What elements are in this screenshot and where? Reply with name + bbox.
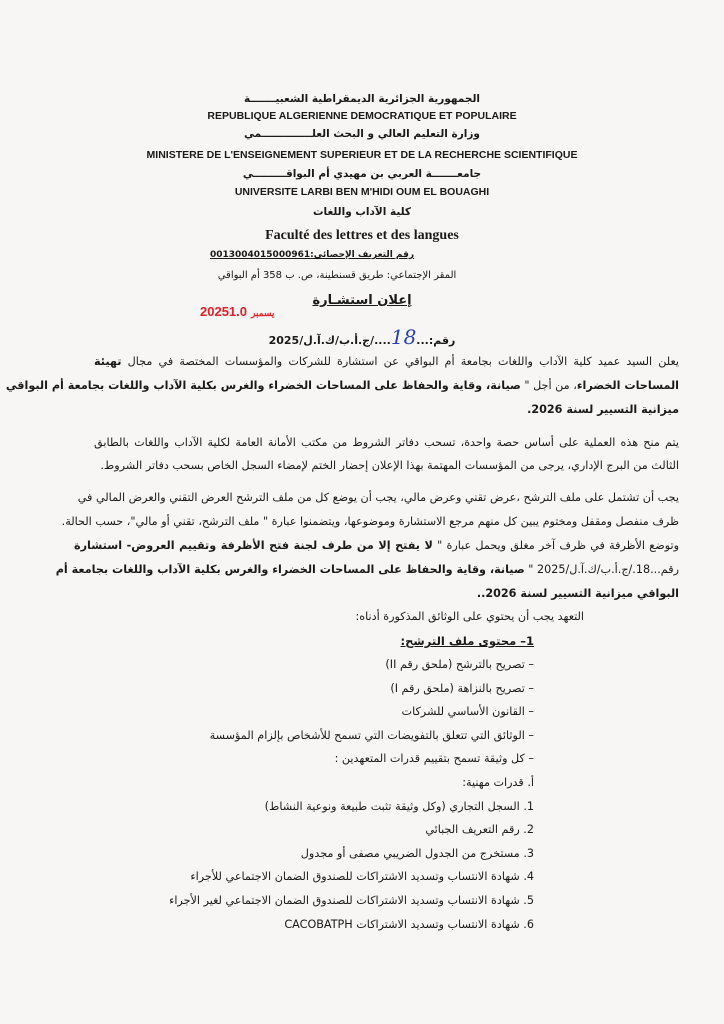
date-stamp [200,304,278,319]
bold-text: المساحات الخضراء [576,379,679,392]
numbered-item: 6. شهادة الانتساب وتسديد الاشتراكات CACOBATPH [284,917,534,931]
ministry-name-french: MINISTERE DE L'ENSEIGNEMENT SUPERIEUR ET DE LA RECHERCHE SCIENTIFIQUE [146,149,578,161]
bold-text: تهيئة [94,355,122,368]
ministry-name-arabic: وزارة التعليم العالي و البحث العلــــــــــــــمي [244,128,480,140]
list-item: – القانون الأساسي للشركات [401,705,534,719]
list-item: – الوثائق التي تتعلق بالتفويضات التي تسمح للأشخاص بإلزام المؤسسة [209,728,534,742]
address: المقر الإجتماعي: طريق قسنطينة، ص. ب 358 أم البواقي [217,270,457,281]
text: رقم...18./ج.أ.ب/ك.آ.ل/2025 " [524,563,679,576]
bold-text: ميزانية التسيير لسنة 2026. [527,403,679,416]
numbered-item: 5. شهادة الانتساب وتسديد الاشتراكات للصندوق الضمان الاجتماعي لغير الأجراء [169,894,534,907]
faculty-name-arabic: كلية الآداب واللغات [312,206,412,218]
paragraph-line [74,459,679,472]
commitment-text: التعهد يجب أن يحتوي على الوثائق المذكورة أدناه: [355,610,584,623]
statistical-id: رقم التعريف الإحصائي:0013004015000961 [209,250,415,260]
paragraph-line [5,379,679,392]
reference-prefix: رقم:... [416,334,456,347]
stamp-day: 1.0 [228,304,247,319]
reference-number [0,325,724,349]
paragraph-line [74,539,679,552]
numbered-item: 2. رقم التعريف الجبائي [425,823,534,837]
text: ، من أجل " [520,379,577,392]
text: الثالث من البرج الإداري، يرجى من المؤسسات المهتمة بهذا الإعلان إحضار الختم لإمضاء السجل الخاص بسحب دفاتر الشروط. [100,459,679,472]
bold-text: صيانة، وقاية والحفاظ على المساحات الخضراء والغرس بكلية الآداب واللغات بجامعة أم [55,563,525,576]
numbered-item: 1. السجل التجاري (وكل وثيقة تثبت طبيعة ونوعية النشاط) [264,799,534,813]
university-name-arabic: جامعـــــــة العربي بن مهيدي أم البواقـــــــــي [242,168,482,180]
paragraph-line [55,563,679,576]
bold-text: صيانة، وقاية والحفاظ على المساحات الخضراء والغرس بكلية الآداب واللغات بجامعة أم البواقي [5,379,521,392]
faculty-name-french: Faculté des lettres et des langues [265,228,459,243]
paragraph-line [74,403,679,416]
numbered-item: 3. مستخرج من الجدول الضريبي مصفى أو مجدول [300,846,534,860]
reference-suffix: ..../ج.أ.ب/ك.آ.ل/2025 [268,334,391,347]
stamp-month: يسمبر [251,308,275,318]
text: يعلن السيد عميد كلية الآداب واللغات بجامعة أم البواقي عن استشارة للشركات والمؤسسات المختصة في مجال [121,355,679,368]
paragraph-line [94,436,679,449]
paragraph-line [74,587,679,600]
stamp-year: 2025 [200,304,229,319]
list-item: – تصريح بالترشح (ملحق رقم II) [385,658,534,671]
section-heading: 1– محتوى ملف الترشح: [400,634,534,648]
university-name-french: UNIVERSITE LARBI BEN M'HIDI OUM EL BOUAGHI [234,186,490,198]
bold-text: لا يفتح إلا من طرف لجنة فتح الأظرفة وتقييم العروض- استشارة [74,539,433,552]
country-name-french: REPUBLIQUE ALGERIENNE DEMOCRATIQUE ET POPULAIRE [207,110,517,122]
paragraph-line [94,355,679,368]
list-item: – كل وثيقة تسمح بتقييم قدرات المتعهدين : [334,752,534,766]
bold-text: البواقي ميزانية التسيير لسنة 2026.. [476,587,679,600]
country-name-arabic: الجمهورية الجزائرية الديمقراطية الشعبيـــــــة [243,93,481,105]
text: ظرف منفصل ومقفل ومختوم يبين كل منهم مرجع الاستشارة وموضوعها، ويتضمنوا عبارة " ملف الترشح، تقني أو مالي"، حسب الحالة. [61,515,679,528]
text: يجب أن تشتمل على ملف الترشح ،عرض تقني وعرض مالي، يجب أن يوضع كل من ملف الترشح العرض التقني والعرض المالي في [77,491,679,504]
paragraph-line [61,515,679,528]
handwritten-number: 18 [390,325,417,349]
subheading: أ. قدرات مهنية: [462,776,534,789]
text: وتوضع الأظرفة في ظرف آخر مغلق ويحمل عبارة " [432,539,679,552]
paragraph-line [77,491,679,504]
document-title: إعلان استشـارة [312,293,412,308]
numbered-item: 4. شهادة الانتساب وتسديد الاشتراكات للصندوق الضمان الاجتماعي للأجراء [190,870,534,884]
list-item: – تصريح بالنزاهة (ملحق رقم I) [390,681,534,695]
text: يتم منح هذه العملية على أساس حصة واحدة، تسحب دفاتر الشروط من مكتب الأمانة العامة لكلية الآداب واللغات بالطابق [94,436,679,449]
